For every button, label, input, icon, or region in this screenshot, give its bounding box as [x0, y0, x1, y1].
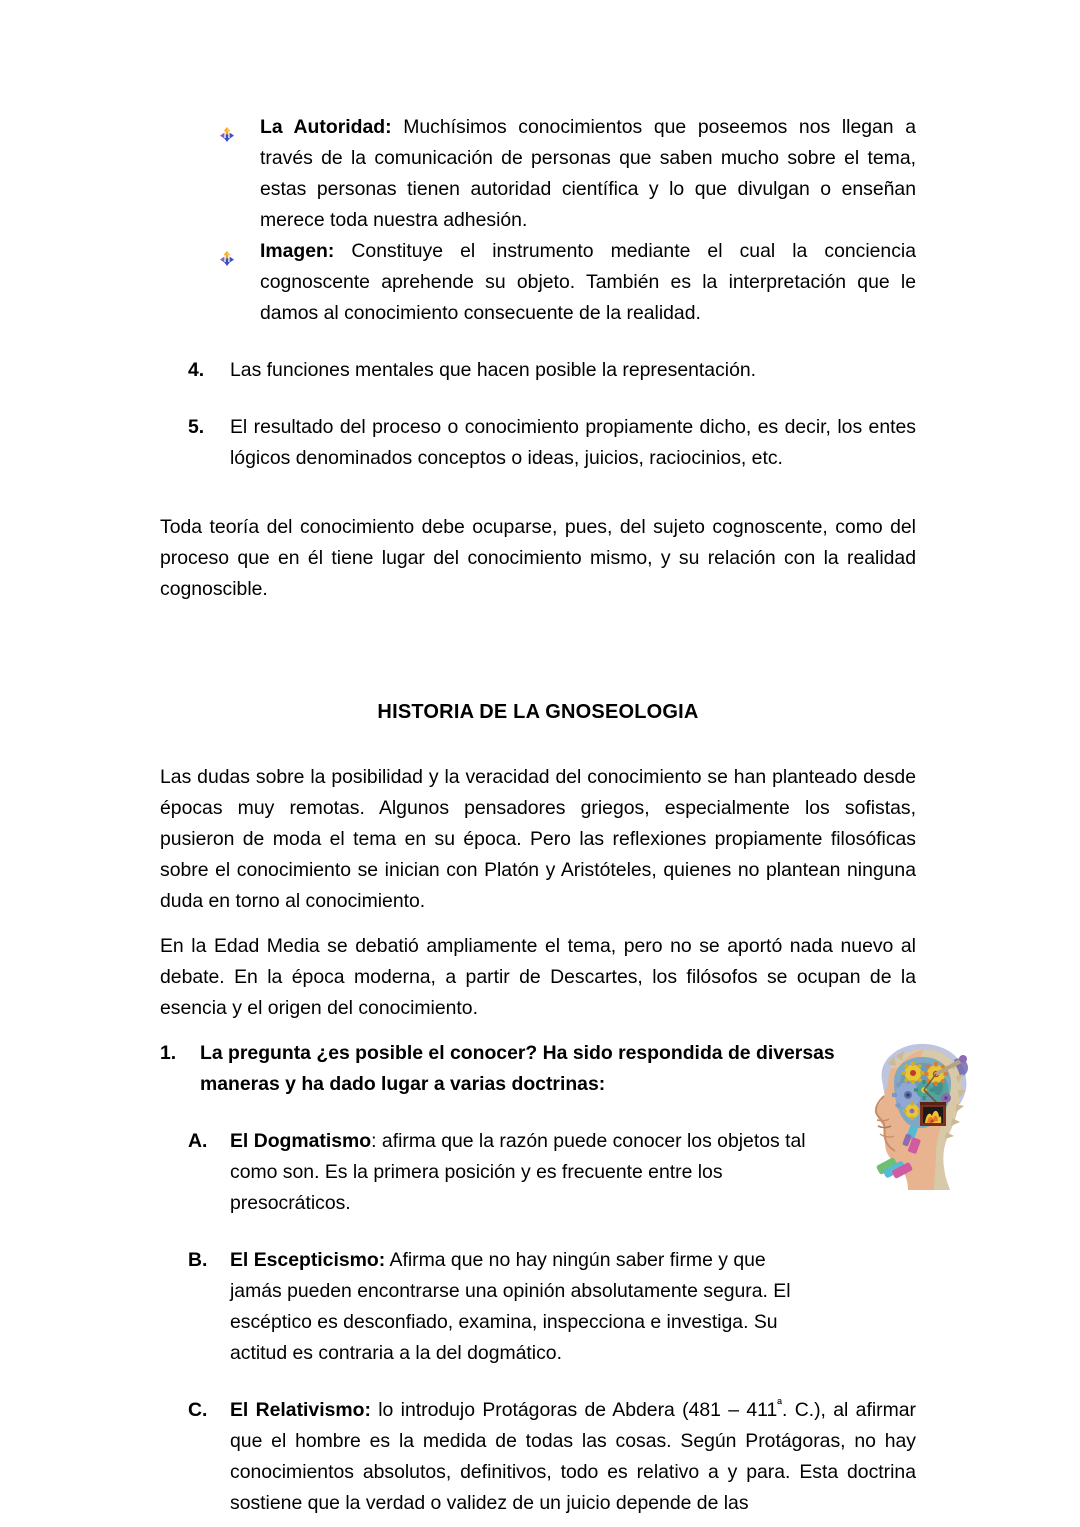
ordinal-superscript: ª	[777, 1396, 783, 1412]
bullet-body-text: Constituye el instrumento mediante el cual la conciencia cognoscente aprehende su objeto. También es la interpretación que le damos al conocimiento consecuente de la realidad.	[260, 240, 916, 324]
doctrine-description: Afirma que no hay ningún saber firme y que jamás pueden encontrarse una opinión absolutamente segura. El escéptico es desconfiado, examina, inspecciona e investiga. Su actitud es contraria a la del dogmático.	[230, 1249, 791, 1364]
numbered-item-text: El resultado del proceso o conocimiento propiamente dicho, es decir, los entes lógicos denominados conceptos o ideas, juicios, raciocinios, etc.	[230, 416, 916, 469]
spacer	[160, 1369, 916, 1395]
doctrine-name-label: El Escepticismo:	[230, 1249, 386, 1271]
numbered-item-text: Las funciones mentales que hacen posible la representación.	[230, 359, 757, 381]
bullet-list-item	[218, 236, 916, 329]
closing-paragraph: Toda teoría del conocimiento debe ocuparse, pues, del sujeto cognoscente, como del proceso que en él tiene lugar del conocimiento mismo, y su relación con la realidad cognoscible.	[160, 516, 916, 600]
list-marker: A.	[188, 1130, 208, 1152]
sources-of-knowledge-bullet-list	[160, 112, 916, 329]
spacer	[160, 474, 916, 512]
list-marker: 4.	[188, 359, 205, 381]
page-title: HISTORIA DE LA GNOSEOLOGIA	[377, 701, 699, 723]
bullet-body-text: Muchísimos conocimientos que poseemos nos llegan a través de la comunicación de personas que saben mucho sobre el tema, estas personas tienen autoridad científica y lo que divulgan o enseñan merece toda nuestra adhesión.	[260, 116, 916, 231]
list-marker: 5.	[188, 416, 205, 438]
history-paragraph-1: Las dudas sobre la posibilidad y la veracidad del conocimiento se han planteado desde épocas muy remotas. Algunos pensadores griegos, especialmente los sofistas, pusieron de moda el tema en su época. Pero las reflexiones propiamente filosóficas sobre el conocimiento se inician con Platón y Aristóteles, quienes no plantean ninguna duda en torno al conocimiento.	[160, 766, 916, 912]
spacer	[160, 329, 916, 355]
spacer	[160, 917, 916, 931]
doctrine-description: : afirma que la razón puede conocer los objetos tal como son. Es la primera posición y es frecuente entre los presocráticos.	[230, 1130, 806, 1214]
bullet-lead-label: Imagen:	[260, 240, 335, 262]
spacer	[160, 605, 916, 675]
spacer	[160, 1024, 916, 1038]
doctrine-item-dogmatismo	[188, 1126, 810, 1219]
question-text: La pregunta ¿es posible el conocer? Ha sido respondida de diversas maneras y ha dado lugar a varias doctrinas:	[200, 1042, 835, 1095]
four-point-arrow-bullet-icon	[220, 245, 234, 260]
four-point-arrow-bullet-icon	[220, 121, 234, 136]
spacer	[160, 675, 916, 701]
numbered-list-item	[188, 412, 916, 474]
spacer	[160, 724, 916, 762]
numbered-list-item	[188, 355, 916, 386]
document-content	[160, 112, 916, 1519]
spacer	[160, 386, 916, 412]
spacer	[160, 1219, 916, 1245]
brain-gears-head-illustration	[864, 1038, 976, 1190]
list-marker: B.	[188, 1249, 208, 1271]
doctrine-name-label: El Dogmatismo	[230, 1130, 372, 1152]
question-list-item	[160, 1038, 916, 1100]
doctrine-description-after: . C.), al afirmar que el hombre es la medida de todas las cosas. Según Protágoras, no hay conocimientos absolutos, definitivos, todo es relativo a y para. Esta doctrina sostiene que la verdad o validez de un juicio depende de las	[230, 1399, 916, 1514]
knowledge-elements-numbered-list	[160, 355, 916, 474]
history-paragraph-2: En la Edad Media se debatió ampliamente el tema, pero no se aportó nada nuevo al debate. En la época moderna, a partir de Descartes, los filósofos se ocupan de la esencia y el origen del conocimiento.	[160, 935, 916, 1019]
doctrine-item-escepticismo	[188, 1245, 810, 1369]
bullet-list-item	[218, 112, 916, 236]
doctrine-description-before: lo introdujo Protágoras de Abdera (481 – 411	[370, 1399, 778, 1421]
list-marker: C.	[188, 1399, 208, 1421]
doctrine-item-relativismo	[188, 1395, 916, 1519]
bullet-lead-label: La Autoridad:	[260, 116, 392, 138]
spacer	[160, 1100, 916, 1126]
doctrine-name-label: El Relativismo:	[230, 1399, 371, 1421]
list-marker: 1.	[160, 1042, 177, 1064]
